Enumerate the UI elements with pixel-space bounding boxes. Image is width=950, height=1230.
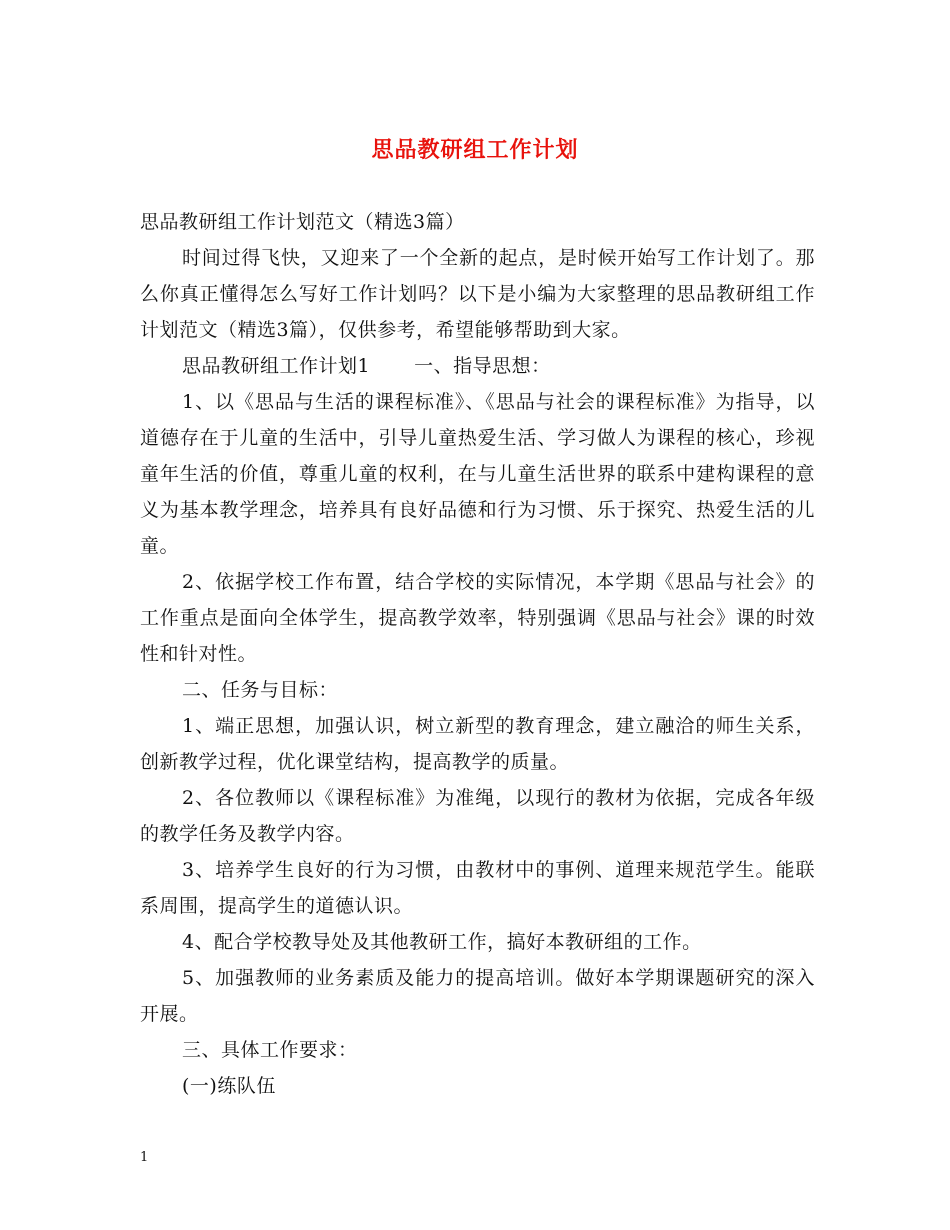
guideline-paragraph-2: 2、依据学校工作布置，结合学校的实际情况，本学期《思品与社会》的工作重点是面向全体学生，提高教学效率，特别强调《思品与社会》课的时效性和针对性。 [140, 571, 815, 665]
page-number: 1 [140, 1150, 149, 1165]
task-paragraph-3: 3、培养学生良好的行为习惯，由教材中的事例、道理来规范学生。能联系周围，提高学生的道德认识。 [140, 859, 815, 917]
section1-heading: 一、指导思想： [414, 355, 551, 377]
guideline-paragraph-1: 1、以《思品与生活的课程标准》、《思品与社会的课程标准》为指导，以道德存在于儿童的生活中，引导儿童热爱生活、学习做人为课程的核心，珍视童年生活的价值，尊重儿童的权利，在与儿童生活世界的联系中建构课程的意义为基本教学理念，培养具有良好品德和行为习惯、乐于探究、热爱生活的儿童。 [140, 391, 815, 557]
task-paragraph-1: 1、端正思想，加强认识，树立新型的教育理念，建立融洽的师生关系，创新教学过程，优化课堂结构，提高教学的质量。 [140, 715, 815, 773]
plan-heading-line [140, 348, 815, 384]
task-paragraph-5: 5、加强教师的业务素质及能力的提高培训。做好本学期课题研究的深入开展。 [140, 967, 815, 1025]
task-paragraph-2: 2、各位教师以《课程标准》为准绳，以现行的教材为依据，完成各年级的教学任务及教学内容。 [140, 787, 815, 845]
document-subtitle: 思品教研组工作计划范文（精选3篇） [140, 211, 465, 233]
section2-heading: 二、任务与目标： [182, 679, 339, 701]
task-paragraph-4: 4、配合学校教导处及其他教研工作，搞好本教研组的工作。 [182, 931, 702, 953]
plan-label: 思品教研组工作计划1 [182, 355, 371, 377]
section3-heading: 三、具体工作要求： [182, 1039, 358, 1061]
document-body [140, 204, 815, 1104]
intro-paragraph: 时间过得飞快，又迎来了一个全新的起点，是时候开始写工作计划了。那么你真正懂得怎么写好工作计划吗？以下是小编为大家整理的思品教研组工作计划范文（精选3篇），仅供参考，希望能够帮助到大家。 [140, 247, 815, 341]
document-title: 思品教研组工作计划 [371, 137, 579, 163]
subsection-heading: (一)练队伍 [182, 1075, 276, 1097]
